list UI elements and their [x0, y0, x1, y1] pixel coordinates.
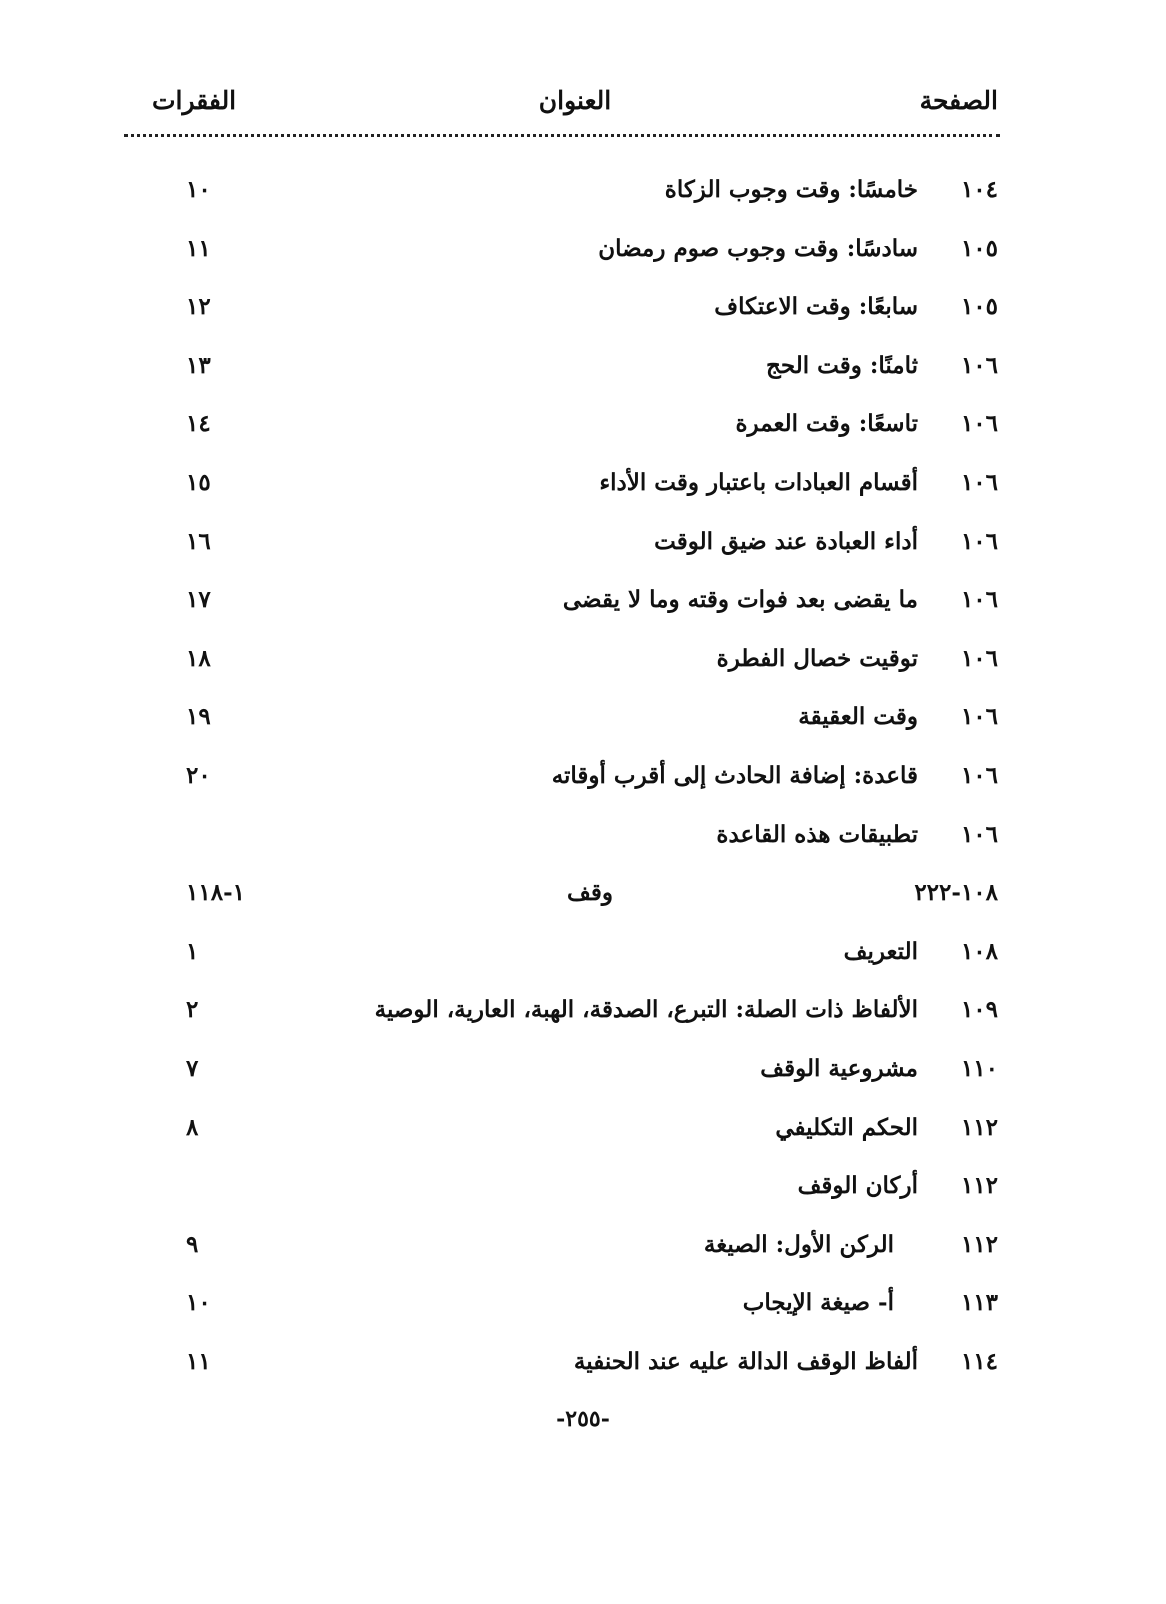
- row-paragraph-number: ١٧: [186, 586, 211, 614]
- table-row: [0, 930, 1166, 989]
- row-page-number: ١١٠: [960, 1054, 998, 1082]
- row-paragraph-number: ١٢: [186, 293, 211, 321]
- row-paragraph-number: ١٦: [186, 527, 211, 555]
- row-page-number: ١٠٥: [960, 234, 998, 262]
- row-paragraph-number: ١: [186, 937, 199, 965]
- table-row: [0, 988, 1166, 1047]
- row-paragraph-number: ١٣: [186, 351, 211, 379]
- row-title: قاعدة: إضافة الحادث إلى أقرب أوقاته: [551, 761, 918, 789]
- row-page-number: ١١٣: [960, 1289, 998, 1317]
- row-title: تطبيقات هذه القاعدة: [716, 820, 918, 848]
- table-row: [0, 461, 1166, 520]
- row-title: التعريف: [843, 937, 918, 965]
- row-page-number: ١٠٨: [960, 937, 998, 965]
- row-paragraph-number: ٩: [186, 1230, 199, 1258]
- row-page-number: ١١٤: [960, 1347, 998, 1375]
- row-paragraph-number: ٨: [186, 1113, 199, 1141]
- table-row: [0, 1281, 1166, 1340]
- row-title: وقف: [567, 879, 613, 907]
- row-title: خامسًا: وقت وجوب الزكاة: [664, 176, 918, 203]
- row-paragraph-number: ٧: [186, 1054, 199, 1082]
- row-title: ألفاظ الوقف الدالة عليه عند الحنفية: [573, 1347, 918, 1375]
- table-row: [0, 402, 1166, 461]
- table-row: [0, 1164, 1166, 1223]
- row-title: توقيت خصال الفطرة: [716, 644, 918, 672]
- dotted-divider: [124, 134, 1000, 137]
- row-title: أركان الوقف: [797, 1172, 918, 1200]
- table-row: [0, 344, 1166, 403]
- row-paragraph-number: ١٠: [186, 176, 211, 203]
- row-page-number: ١٠٦: [960, 468, 998, 496]
- header-title-label: العنوان: [538, 86, 612, 115]
- row-page-number: ١٠٦: [960, 351, 998, 379]
- row-paragraph-number: ١٠: [186, 1289, 211, 1317]
- row-page-number: ١٠٦: [960, 820, 998, 848]
- row-page-number: ١٠٦: [960, 644, 998, 672]
- index-table: [0, 168, 1166, 1398]
- row-title: الألفاظ ذات الصلة: التبرع، الصدقة، الهبة، العارية، الوصية: [374, 996, 918, 1024]
- row-title: الركن الأول: الصيغة: [703, 1230, 894, 1258]
- header-paras-label: الفقرات: [152, 86, 237, 115]
- row-title: تاسعًا: وقت العمرة: [735, 410, 918, 438]
- table-row: [0, 871, 1166, 930]
- header-page-label: الصفحة: [919, 86, 998, 115]
- row-page-number: ١١٢: [960, 1230, 998, 1258]
- table-row: [0, 227, 1166, 286]
- row-page-number: ١٠٨-٢٢٢: [914, 879, 998, 907]
- row-title: سادسًا: وقت وجوب صوم رمضان: [598, 234, 918, 262]
- row-page-number: ١٠٤: [960, 176, 998, 203]
- row-title: أقسام العبادات باعتبار وقت الأداء: [599, 468, 918, 496]
- table-header: [152, 78, 998, 128]
- row-paragraph-number: ١-١١٨: [186, 879, 245, 907]
- row-title: ما يقضى بعد فوات وقته وما لا يقضى: [562, 586, 918, 614]
- table-row: [0, 813, 1166, 872]
- row-paragraph-number: ١٩: [186, 703, 211, 731]
- table-row: [0, 578, 1166, 637]
- row-page-number: ١٠٦: [960, 410, 998, 438]
- row-page-number: ١٠٦: [960, 527, 998, 555]
- row-title: وقت العقيقة: [798, 703, 918, 731]
- row-title: الحكم التكليفي: [775, 1113, 918, 1141]
- row-paragraph-number: ٢٠: [186, 761, 211, 789]
- row-page-number: ١١٢: [960, 1113, 998, 1141]
- row-page-number: ١٠٥: [960, 293, 998, 321]
- row-paragraph-number: ١٤: [186, 410, 211, 438]
- page-number: -٢٥٥-: [556, 1406, 610, 1432]
- row-title: ثامنًا: وقت الحج: [766, 351, 918, 379]
- row-paragraph-number: ٢: [186, 996, 199, 1024]
- table-row: [0, 1047, 1166, 1106]
- table-row: [0, 695, 1166, 754]
- row-paragraph-number: ١١: [186, 1347, 211, 1375]
- row-page-number: ١٠٩: [960, 996, 998, 1024]
- row-paragraph-number: ١٥: [186, 468, 211, 496]
- table-row: [0, 285, 1166, 344]
- row-page-number: ١٠٦: [960, 703, 998, 731]
- row-page-number: ١٠٦: [960, 761, 998, 789]
- table-row: [0, 520, 1166, 579]
- table-row: [0, 168, 1166, 227]
- row-title: أ- صيغة الإيجاب: [742, 1289, 894, 1317]
- row-title: سابعًا: وقت الاعتكاف: [714, 293, 918, 321]
- row-page-number: ١٠٦: [960, 586, 998, 614]
- table-row: [0, 1106, 1166, 1165]
- table-row: [0, 754, 1166, 813]
- row-paragraph-number: ١١: [186, 234, 211, 262]
- row-page-number: ١١٢: [960, 1172, 998, 1200]
- table-row: [0, 1223, 1166, 1282]
- row-title: مشروعية الوقف: [760, 1054, 918, 1082]
- row-paragraph-number: ١٨: [186, 644, 211, 672]
- table-row: [0, 637, 1166, 696]
- row-title: أداء العبادة عند ضيق الوقت: [654, 527, 918, 555]
- table-row: [0, 1340, 1166, 1399]
